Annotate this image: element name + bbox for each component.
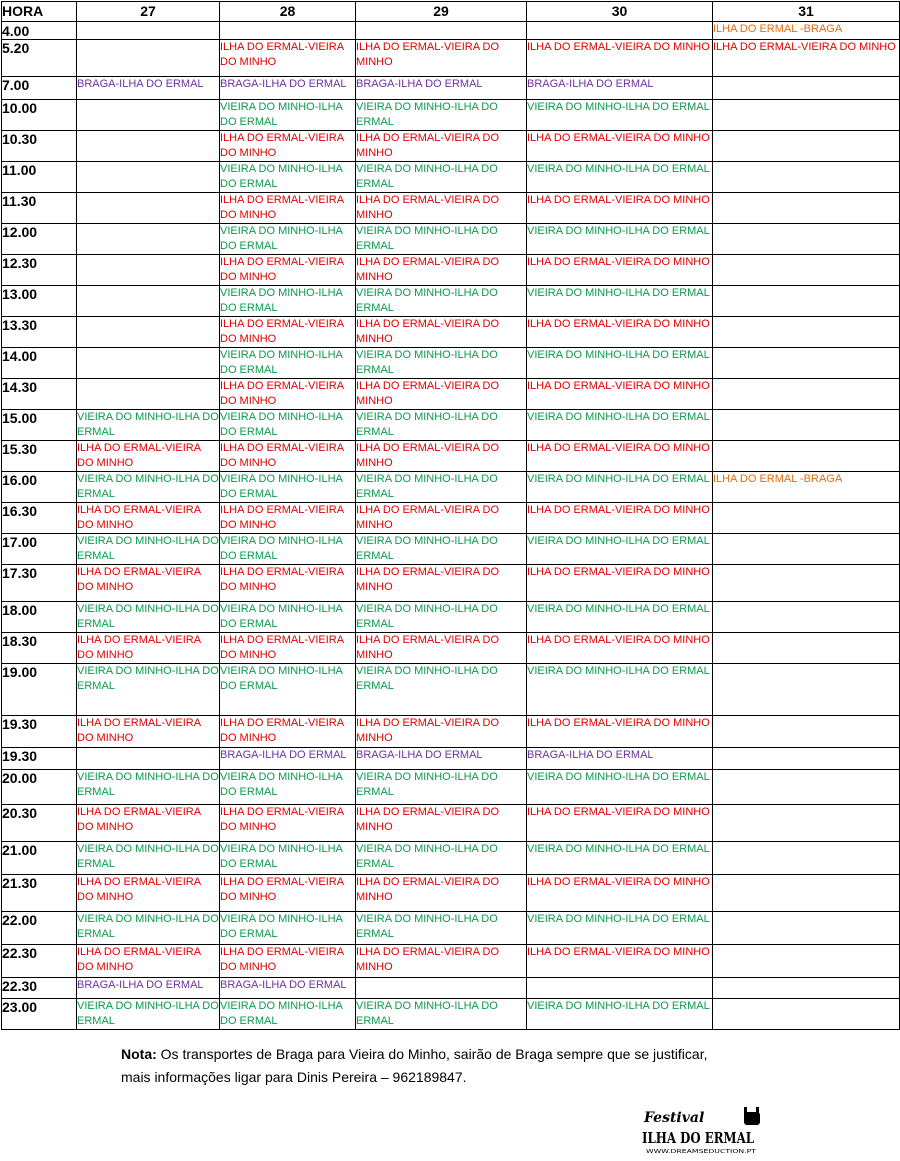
time-cell: 20.30 (2, 805, 77, 842)
time-cell: 10.30 (2, 131, 77, 162)
route-cell: VIEIRA DO MINHO-ILHA DO ERMAL (220, 912, 356, 945)
route-cell: ILHA DO ERMAL-VIEIRA DO MINHO (356, 40, 527, 77)
note-label: Nota: (121, 1046, 157, 1062)
route-cell: VIEIRA DO MINHO-ILHA DO ERMAL (220, 999, 356, 1030)
schedule-row (2, 472, 900, 503)
route-cell (77, 317, 220, 348)
time-cell: 14.00 (2, 348, 77, 379)
schedule-row (2, 224, 900, 255)
route-cell: VIEIRA DO MINHO-ILHA DO ERMAL (220, 602, 356, 633)
route-cell: ILHA DO ERMAL-VIEIRA DO MINHO (356, 565, 527, 602)
route-cell: VIEIRA DO MINHO-ILHA DO ERMAL (220, 348, 356, 379)
route-cell (220, 22, 356, 40)
schedule-row (2, 805, 900, 842)
route-cell (713, 748, 900, 770)
route-cell: VIEIRA DO MINHO-ILHA DO ERMAL (527, 224, 713, 255)
route-cell (713, 317, 900, 348)
route-cell: VIEIRA DO MINHO-ILHA DO ERMAL (527, 999, 713, 1030)
route-cell (713, 379, 900, 410)
route-cell (77, 131, 220, 162)
route-cell: BRAGA-ILHA DO ERMAL (220, 77, 356, 100)
route-cell (77, 348, 220, 379)
route-cell: ILHA DO ERMAL-VIEIRA DO MINHO (527, 565, 713, 602)
route-cell: ILHA DO ERMAL-VIEIRA DO MINHO (527, 193, 713, 224)
route-cell: VIEIRA DO MINHO-ILHA DO ERMAL (527, 286, 713, 317)
route-cell: VIEIRA DO MINHO-ILHA DO ERMAL (527, 842, 713, 875)
route-cell: VIEIRA DO MINHO-ILHA DO ERMAL (356, 348, 527, 379)
route-cell: ILHA DO ERMAL-VIEIRA DO MINHO (356, 441, 527, 472)
hora-header: HORA (2, 2, 77, 22)
route-cell (713, 410, 900, 441)
time-cell: 19.00 (2, 664, 77, 716)
route-cell: ILHA DO ERMAL-VIEIRA DO MINHO (527, 255, 713, 286)
logo-title-text: ILHA DO ERMAL (642, 1129, 755, 1147)
schedule-row (2, 748, 900, 770)
header-row (2, 2, 900, 22)
route-cell: VIEIRA DO MINHO-ILHA DO ERMAL (527, 100, 713, 131)
schedule-row (2, 162, 900, 193)
route-cell (77, 40, 220, 77)
route-cell: VIEIRA DO MINHO-ILHA DO ERMAL (77, 999, 220, 1030)
route-cell (77, 748, 220, 770)
route-cell (713, 565, 900, 602)
route-cell: BRAGA-ILHA DO ERMAL (77, 978, 220, 999)
route-cell: ILHA DO ERMAL-VIEIRA DO MINHO (527, 441, 713, 472)
route-cell (77, 379, 220, 410)
route-cell (713, 999, 900, 1030)
route-cell: BRAGA-ILHA DO ERMAL (527, 77, 713, 100)
schedule-row (2, 77, 900, 100)
route-cell: ILHA DO ERMAL-VIEIRA DO MINHO (77, 945, 220, 978)
route-cell: VIEIRA DO MINHO-ILHA DO ERMAL (356, 100, 527, 131)
schedule-row (2, 875, 900, 912)
route-cell (713, 912, 900, 945)
schedule-row (2, 348, 900, 379)
route-cell: BRAGA-ILHA DO ERMAL (527, 748, 713, 770)
route-cell: VIEIRA DO MINHO-ILHA DO ERMAL (220, 162, 356, 193)
route-cell: ILHA DO ERMAL-VIEIRA DO MINHO (356, 633, 527, 664)
route-cell: BRAGA-ILHA DO ERMAL (356, 748, 527, 770)
route-cell: ILHA DO ERMAL-VIEIRA DO MINHO (77, 805, 220, 842)
day-header: 28 (220, 2, 356, 22)
route-cell (713, 875, 900, 912)
time-cell: 21.00 (2, 842, 77, 875)
day-header: 31 (713, 2, 900, 22)
route-cell: ILHA DO ERMAL-VIEIRA DO MINHO (527, 945, 713, 978)
route-cell: ILHA DO ERMAL-VIEIRA DO MINHO (220, 40, 356, 77)
route-cell: ILHA DO ERMAL-VIEIRA DO MINHO (356, 945, 527, 978)
route-cell (713, 100, 900, 131)
time-cell: 12.00 (2, 224, 77, 255)
route-cell: ILHA DO ERMAL-VIEIRA DO MINHO (356, 716, 527, 748)
route-cell: VIEIRA DO MINHO-ILHA DO ERMAL (356, 770, 527, 805)
route-cell: VIEIRA DO MINHO-ILHA DO ERMAL (356, 534, 527, 565)
route-cell: VIEIRA DO MINHO-ILHA DO ERMAL (77, 842, 220, 875)
route-cell: VIEIRA DO MINHO-ILHA DO ERMAL (77, 472, 220, 503)
route-cell (713, 945, 900, 978)
route-cell: ILHA DO ERMAL-VIEIRA DO MINHO (77, 716, 220, 748)
route-cell: VIEIRA DO MINHO-ILHA DO ERMAL (220, 286, 356, 317)
schedule-row (2, 22, 900, 40)
time-cell: 22.00 (2, 912, 77, 945)
logo-url-text: WWW.DREAMSEDUCTION.PT (646, 1149, 758, 1155)
route-cell: ILHA DO ERMAL-VIEIRA DO MINHO (77, 633, 220, 664)
route-cell: ILHA DO ERMAL-VIEIRA DO MINHO (356, 805, 527, 842)
time-cell: 10.00 (2, 100, 77, 131)
route-cell: ILHA DO ERMAL-VIEIRA DO MINHO (713, 40, 900, 77)
time-cell: 17.30 (2, 565, 77, 602)
route-cell (713, 842, 900, 875)
route-cell: ILHA DO ERMAL-VIEIRA DO MINHO (220, 503, 356, 534)
route-cell: VIEIRA DO MINHO-ILHA DO ERMAL (220, 664, 356, 716)
route-cell: VIEIRA DO MINHO-ILHA DO ERMAL (356, 472, 527, 503)
route-cell: ILHA DO ERMAL-VIEIRA DO MINHO (77, 875, 220, 912)
route-cell (713, 77, 900, 100)
time-cell: 7.00 (2, 77, 77, 100)
route-cell: ILHA DO ERMAL-VIEIRA DO MINHO (356, 131, 527, 162)
route-cell: VIEIRA DO MINHO-ILHA DO ERMAL (220, 534, 356, 565)
festival-logo (640, 1106, 770, 1156)
schedule-row (2, 633, 900, 664)
route-cell: ILHA DO ERMAL-VIEIRA DO MINHO (527, 503, 713, 534)
route-cell: ILHA DO ERMAL-VIEIRA DO MINHO (220, 317, 356, 348)
route-cell: VIEIRA DO MINHO-ILHA DO ERMAL (356, 410, 527, 441)
schedule-row (2, 999, 900, 1030)
schedule-row (2, 912, 900, 945)
time-cell: 16.30 (2, 503, 77, 534)
day-header: 27 (77, 2, 220, 22)
schedule-row (2, 602, 900, 633)
route-cell: ILHA DO ERMAL-VIEIRA DO MINHO (220, 945, 356, 978)
route-cell (713, 978, 900, 999)
rock-hand-icon (744, 1107, 760, 1125)
time-cell: 18.30 (2, 633, 77, 664)
route-cell: VIEIRA DO MINHO-ILHA DO ERMAL (527, 472, 713, 503)
route-cell (356, 978, 527, 999)
route-cell: ILHA DO ERMAL-VIEIRA DO MINHO (77, 503, 220, 534)
route-cell: ILHA DO ERMAL-VIEIRA DO MINHO (220, 716, 356, 748)
time-cell: 11.30 (2, 193, 77, 224)
time-cell: 15.30 (2, 441, 77, 472)
route-cell: VIEIRA DO MINHO-ILHA DO ERMAL (356, 162, 527, 193)
route-cell: BRAGA-ILHA DO ERMAL (356, 77, 527, 100)
route-cell (77, 255, 220, 286)
route-cell (77, 22, 220, 40)
schedule-row (2, 441, 900, 472)
route-cell: ILHA DO ERMAL-VIEIRA DO MINHO (220, 805, 356, 842)
time-cell: 14.30 (2, 379, 77, 410)
schedule-row (2, 317, 900, 348)
schedule-row (2, 255, 900, 286)
time-cell: 11.00 (2, 162, 77, 193)
schedule-row (2, 193, 900, 224)
route-cell (713, 131, 900, 162)
time-cell: 19.30 (2, 716, 77, 748)
route-cell: ILHA DO ERMAL-VIEIRA DO MINHO (356, 379, 527, 410)
route-cell: VIEIRA DO MINHO-ILHA DO ERMAL (527, 162, 713, 193)
route-cell: ILHA DO ERMAL-VIEIRA DO MINHO (220, 379, 356, 410)
route-cell: VIEIRA DO MINHO-ILHA DO ERMAL (77, 664, 220, 716)
schedule-row (2, 945, 900, 978)
route-cell: ILHA DO ERMAL-VIEIRA DO MINHO (220, 875, 356, 912)
route-cell (713, 286, 900, 317)
time-cell: 18.00 (2, 602, 77, 633)
day-header: 29 (356, 2, 527, 22)
route-cell: ILHA DO ERMAL-VIEIRA DO MINHO (77, 565, 220, 602)
route-cell (713, 770, 900, 805)
route-cell (356, 22, 527, 40)
route-cell: BRAGA-ILHA DO ERMAL (77, 77, 220, 100)
route-cell: VIEIRA DO MINHO-ILHA DO ERMAL (527, 410, 713, 441)
route-cell: VIEIRA DO MINHO-ILHA DO ERMAL (77, 770, 220, 805)
route-cell (77, 100, 220, 131)
route-cell: ILHA DO ERMAL -BRAGA (713, 22, 900, 40)
route-cell (77, 224, 220, 255)
route-cell: VIEIRA DO MINHO-ILHA DO ERMAL (356, 602, 527, 633)
schedule-row (2, 534, 900, 565)
route-cell (713, 805, 900, 842)
route-cell (713, 534, 900, 565)
route-cell: ILHA DO ERMAL-VIEIRA DO MINHO (220, 193, 356, 224)
time-cell: 13.30 (2, 317, 77, 348)
route-cell: VIEIRA DO MINHO-ILHA DO ERMAL (220, 770, 356, 805)
route-cell: VIEIRA DO MINHO-ILHA DO ERMAL (356, 664, 527, 716)
route-cell: ILHA DO ERMAL-VIEIRA DO MINHO (527, 716, 713, 748)
time-cell: 15.00 (2, 410, 77, 441)
schedule-row (2, 842, 900, 875)
route-cell: ILHA DO ERMAL-VIEIRA DO MINHO (220, 565, 356, 602)
route-cell: VIEIRA DO MINHO-ILHA DO ERMAL (527, 348, 713, 379)
route-cell (713, 441, 900, 472)
route-cell (77, 286, 220, 317)
route-cell: ILHA DO ERMAL-VIEIRA DO MINHO (527, 317, 713, 348)
schedule-row (2, 503, 900, 534)
route-cell (527, 978, 713, 999)
time-cell: 22.30 (2, 978, 77, 999)
route-cell: VIEIRA DO MINHO-ILHA DO ERMAL (220, 842, 356, 875)
time-cell: 13.00 (2, 286, 77, 317)
note-line-1: Os transportes de Braga para Vieira do Minho, sairão de Braga sempre que se justificar, (156, 1046, 708, 1062)
route-cell: ILHA DO ERMAL-VIEIRA DO MINHO (527, 875, 713, 912)
route-cell: VIEIRA DO MINHO-ILHA DO ERMAL (77, 912, 220, 945)
time-cell: 21.30 (2, 875, 77, 912)
route-cell: VIEIRA DO MINHO-ILHA DO ERMAL (356, 842, 527, 875)
schedule-row (2, 770, 900, 805)
schedule-row (2, 565, 900, 602)
route-cell: VIEIRA DO MINHO-ILHA DO ERMAL (77, 602, 220, 633)
route-cell: VIEIRA DO MINHO-ILHA DO ERMAL (220, 472, 356, 503)
route-cell: ILHA DO ERMAL-VIEIRA DO MINHO (220, 255, 356, 286)
time-cell: 5.20 (2, 40, 77, 77)
schedule-row (2, 100, 900, 131)
time-cell: 16.00 (2, 472, 77, 503)
schedule-row (2, 978, 900, 999)
route-cell: VIEIRA DO MINHO-ILHA DO ERMAL (527, 664, 713, 716)
route-cell: VIEIRA DO MINHO-ILHA DO ERMAL (77, 534, 220, 565)
route-cell: BRAGA-ILHA DO ERMAL (220, 748, 356, 770)
route-cell: ILHA DO ERMAL -BRAGA (713, 472, 900, 503)
route-cell (713, 633, 900, 664)
route-cell: ILHA DO ERMAL-VIEIRA DO MINHO (356, 193, 527, 224)
route-cell: VIEIRA DO MINHO-ILHA DO ERMAL (220, 224, 356, 255)
route-cell: ILHA DO ERMAL-VIEIRA DO MINHO (220, 441, 356, 472)
route-cell (713, 224, 900, 255)
route-cell: VIEIRA DO MINHO-ILHA DO ERMAL (220, 410, 356, 441)
schedule-row (2, 664, 900, 716)
route-cell: VIEIRA DO MINHO-ILHA DO ERMAL (77, 410, 220, 441)
route-cell: ILHA DO ERMAL-VIEIRA DO MINHO (356, 317, 527, 348)
schedule-row (2, 410, 900, 441)
time-cell: 17.00 (2, 534, 77, 565)
route-cell (713, 602, 900, 633)
route-cell: ILHA DO ERMAL-VIEIRA DO MINHO (527, 379, 713, 410)
route-cell (713, 255, 900, 286)
route-cell: VIEIRA DO MINHO-ILHA DO ERMAL (356, 224, 527, 255)
route-cell: ILHA DO ERMAL-VIEIRA DO MINHO (356, 503, 527, 534)
time-cell: 19.30 (2, 748, 77, 770)
route-cell (77, 162, 220, 193)
route-cell: ILHA DO ERMAL-VIEIRA DO MINHO (356, 875, 527, 912)
route-cell: ILHA DO ERMAL-VIEIRA DO MINHO (356, 255, 527, 286)
route-cell: VIEIRA DO MINHO-ILHA DO ERMAL (356, 999, 527, 1030)
route-cell: VIEIRA DO MINHO-ILHA DO ERMAL (220, 100, 356, 131)
route-cell: VIEIRA DO MINHO-ILHA DO ERMAL (527, 534, 713, 565)
route-cell: BRAGA-ILHA DO ERMAL (220, 978, 356, 999)
note-line-2: mais informações ligar para Dinis Pereira – 962189847. (121, 1069, 467, 1085)
route-cell: ILHA DO ERMAL-VIEIRA DO MINHO (220, 131, 356, 162)
schedule-row (2, 286, 900, 317)
route-cell: VIEIRA DO MINHO-ILHA DO ERMAL (356, 286, 527, 317)
day-header: 30 (527, 2, 713, 22)
route-cell: VIEIRA DO MINHO-ILHA DO ERMAL (527, 602, 713, 633)
route-cell (713, 664, 900, 716)
schedule-row (2, 131, 900, 162)
schedule-row (2, 716, 900, 748)
route-cell (713, 348, 900, 379)
route-cell: VIEIRA DO MINHO-ILHA DO ERMAL (527, 770, 713, 805)
route-cell: ILHA DO ERMAL-VIEIRA DO MINHO (527, 40, 713, 77)
route-cell: VIEIRA DO MINHO-ILHA DO ERMAL (356, 912, 527, 945)
logo-festival-text: Festival (644, 1110, 705, 1126)
route-cell: VIEIRA DO MINHO-ILHA DO ERMAL (527, 912, 713, 945)
schedule-row (2, 379, 900, 410)
route-cell (713, 503, 900, 534)
route-cell (713, 193, 900, 224)
route-cell: ILHA DO ERMAL-VIEIRA DO MINHO (527, 805, 713, 842)
route-cell: ILHA DO ERMAL-VIEIRA DO MINHO (527, 633, 713, 664)
route-cell: ILHA DO ERMAL-VIEIRA DO MINHO (527, 131, 713, 162)
route-cell (713, 716, 900, 748)
time-cell: 12.30 (2, 255, 77, 286)
footer-note (121, 1043, 841, 1089)
time-cell: 4.00 (2, 22, 77, 40)
time-cell: 20.00 (2, 770, 77, 805)
time-cell: 23.00 (2, 999, 77, 1030)
time-cell: 22.30 (2, 945, 77, 978)
route-cell (713, 162, 900, 193)
route-cell: ILHA DO ERMAL-VIEIRA DO MINHO (220, 633, 356, 664)
schedule-table (1, 1, 900, 1030)
route-cell: ILHA DO ERMAL-VIEIRA DO MINHO (77, 441, 220, 472)
schedule-row (2, 40, 900, 77)
route-cell (527, 22, 713, 40)
route-cell (77, 193, 220, 224)
